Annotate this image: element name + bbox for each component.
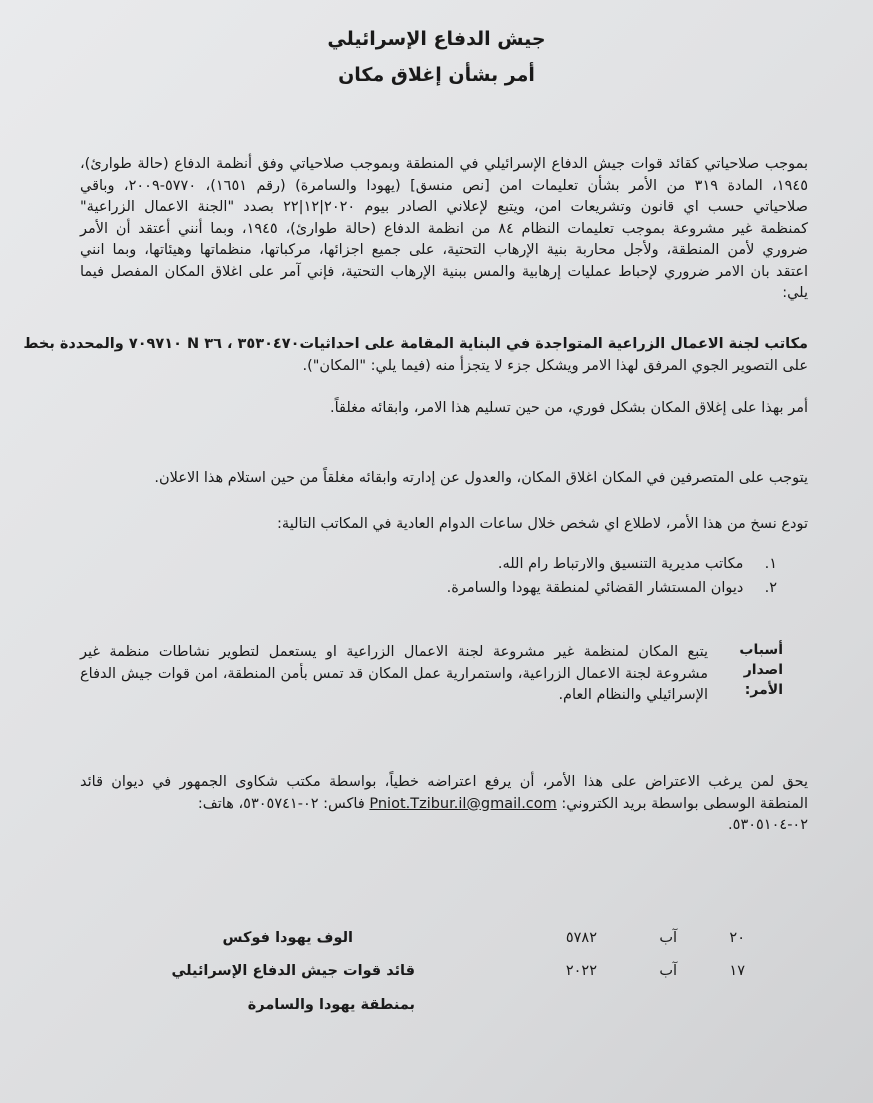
date-row-gregorian: [0, 963, 873, 987]
preamble-line: ضروري لأمن المنطقة، ولأجل محاربة بنية الإرهاب التحتية، على جميع اجزائها، مركباتها، منظماتها وهيئاتها، وبما انني: [80, 242, 808, 258]
date-day: ٢٠: [729, 930, 745, 946]
reasons-label-line: اصدار: [743, 662, 783, 678]
signatory-name: الوف يهودا فوكس: [222, 930, 353, 946]
reasons-label-line: الأمر:: [744, 682, 783, 698]
closure-order-text: [80, 398, 808, 420]
date-day: ١٧: [729, 963, 745, 979]
objection-line: ٠٢-٥٣٠٥١٠٤.: [728, 817, 808, 833]
order-title: أمر بشأن إغلاق مكان: [338, 64, 535, 86]
office-number: ١.: [764, 556, 777, 572]
preamble-paragraph: [80, 154, 808, 305]
signatory-region-row: [0, 997, 873, 1021]
signatory-title: قائد قوات جيش الدفاع الإسرائيلي: [171, 963, 415, 979]
office-number: ٢.: [764, 580, 777, 596]
office-name: ديوان المستشار القضائي لمنطقة يهودا والسامرة.: [446, 580, 744, 596]
preamble-line: ١٩٤٥، المادة ٣١٩ من الأمر بشأن تعليمات امن [نص منسق] (يهودا والسامرة) (رقم ١٦٥١)، ٥٧٧٠-٢٠٠٩، وباقي: [80, 177, 808, 194]
date-month: آب: [659, 930, 677, 946]
signatory-region: بمنطقة يهودا والسامرة: [247, 997, 415, 1013]
office-name: مكاتب مديرية التنسيق والارتباط رام الله.: [497, 556, 744, 572]
occupants-obligation-line: يتوجب على المتصرفين في المكان اغلاق المكان، والعدول عن إدارته وابقائه مغلقاً من حين استلام هذا الاعلان.: [154, 470, 808, 486]
reasons-label: [713, 640, 783, 700]
location-line: على التصوير الجوي المرفق لهذا الامر ويشكل جزء لا يتجزأ منه (فيما يلي: "المكان").: [302, 357, 808, 374]
occupants-obligation-text: [80, 468, 808, 490]
copies-intro-line: تودع نسخ من هذا الأمر، لاطلاع اي شخص خلال ساعات الدوام العادية في المكاتب التالية:: [277, 516, 808, 532]
date-row-hebrew: [0, 930, 873, 954]
reasons-line: يتبع المكان لمنظمة غير مشروعة لجنة الاعمال الزراعية او يستعمل لتطوير نشاطات منظمة غير: [80, 644, 708, 660]
preamble-line: صلاحياتي حسب اي قانون وتشريعات امن، ويتبع لإعلاني الصادر بيوم ٢٠٢٠|١٢|٢٢ بصدد "الجنة الاعمال الزراعية": [80, 199, 808, 215]
office-list-item: [498, 556, 777, 572]
objection-paragraph: [80, 772, 808, 837]
date-year: ٢٠٢٢: [565, 963, 597, 979]
reasons-line: الإسرائيلي والنظام العام.: [558, 687, 708, 703]
reasons-label-line: أسباب: [739, 642, 783, 658]
preamble-line: كمنظمة غير مشروعة بموجب تعليمات النظام ٨٤ من انظمة الدفاع (حالة طوارئ)، ١٩٤٥، وبما أنني أعتقد أن الأمر: [80, 220, 808, 237]
objection-line: [80, 794, 808, 816]
location-line: مكاتب لجنة الاعمال الزراعية المتواجدة في البناية المقامة على احداثيات٣٥٣٠٤٧٠ ، ٣٦ N ٧٠٩٧١٠ والمحددة بخط: [23, 336, 808, 352]
preamble-line: اعتقد بان الامر ضروري لإحباط عمليات إرهابية والمس ببنية الإرهاب التحتية، فإني آمر على اغلاق المكان المفصل فيما: [80, 263, 808, 280]
copies-intro-text: [80, 514, 808, 536]
issuer-heading: جيش الدفاع الإسرائيلي: [327, 28, 546, 50]
reasons-line: مشروعة لجنة الاعمال الزراعية، واستمرارية عمل المكان قد تمس بأمن المنطقة، امن قوات جيش الدفاع: [80, 665, 708, 682]
preamble-line: يلي:: [782, 285, 808, 301]
date-year: ٥٧٨٢: [565, 930, 597, 946]
objection-email-link[interactable]: Pniot.Tzibur.il@gmail.com: [369, 795, 557, 812]
preamble-line: بموجب صلاحياتي كقائد قوات جيش الدفاع الإسرائيلي في المنطقة وبموجب صلاحياتي وفق أنظمة الدفاع (حالة طوارئ)،: [80, 156, 808, 172]
date-month: آب: [659, 963, 677, 979]
objection-fax-phone: فاكس: ٠٢-٥٣٠٥٧٤١، هاتف:: [197, 795, 365, 812]
location-paragraph: [23, 334, 808, 377]
closure-order-line: أمر بهذا على إغلاق المكان بشكل فوري، من حين تسليم هذا الامر، وابقائه مغلقاً.: [329, 400, 808, 416]
office-list-item: [447, 580, 777, 596]
objection-email-label: المنطقة الوسطى بواسطة بريد الكتروني:: [561, 795, 808, 812]
objection-line: يحق لمن يرغب الاعتراض على هذا الأمر، أن يرفع اعتراضه خطياً، بواسطة مكتب شكاوى الجمهور في ديوان قائد: [80, 774, 808, 790]
reasons-text: [80, 642, 708, 707]
